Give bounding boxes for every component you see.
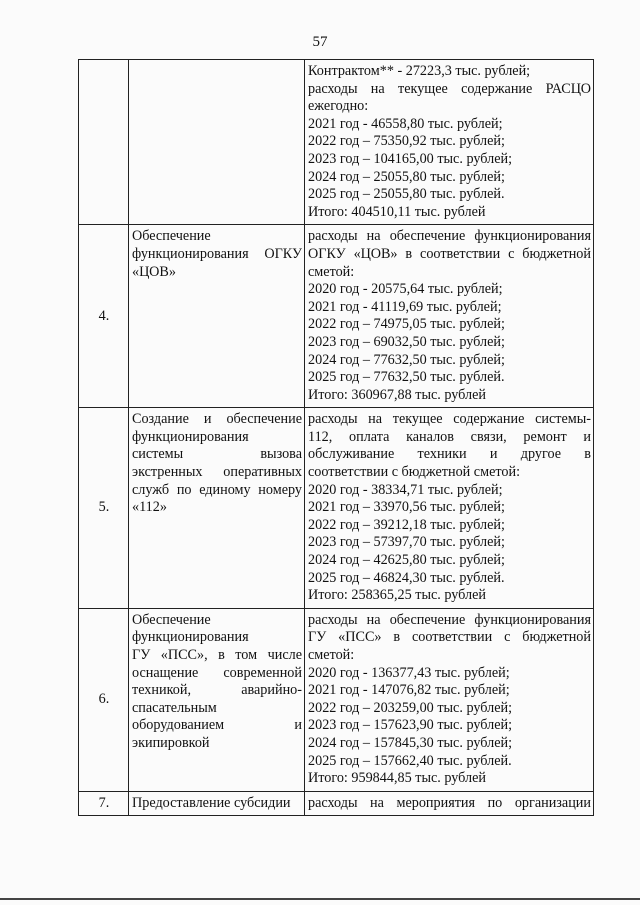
table-row (79, 791, 594, 816)
activity-description-line: 2025 год – 157662,40 тыс. рублей. (308, 752, 512, 769)
activity-description-line: расходы на мероприятия по организации (308, 794, 591, 811)
activity-description-line: расходы на обеспечение функционирования (308, 611, 591, 628)
scan-bottom-edge (0, 898, 640, 900)
activity-name-cell (129, 608, 305, 791)
activity-description-line: 2021 год – 33970,56 тыс. рублей; (308, 499, 505, 516)
activity-description-line: 2023 год – 69032,50 тыс. рублей; (308, 333, 505, 350)
activity-description-line: 2025 год – 77632,50 тыс. рублей. (308, 369, 505, 386)
page-number: 57 (312, 34, 328, 50)
row-number: 5. (79, 408, 129, 609)
activity-description-line: ОГКУ «ЦОВ» в соответствии с бюджетной (308, 245, 591, 262)
activity-description-line: 2021 год - 46558,80 тыс. рублей; (308, 115, 503, 132)
activity-description-line: 2024 год – 42625,80 тыс. рублей; (308, 552, 505, 569)
activity-name-line: «112» (132, 499, 167, 516)
activity-name-line: экипировкой (132, 734, 210, 751)
activity-description-cell (305, 225, 594, 408)
activity-name-line: экстренных оперативных (132, 464, 302, 481)
activity-name-line: Обеспечение (132, 611, 211, 628)
activity-name-line: техникой, аварийно- (132, 682, 302, 699)
row-number (79, 60, 129, 225)
activity-name-cell (129, 408, 305, 609)
activity-name-line: ГУ «ПСС», в том числе (132, 647, 302, 663)
activity-description-line: 2023 год – 157623,90 тыс. рублей; (308, 717, 513, 734)
activity-name-line: функционирования (132, 428, 249, 445)
activity-description-cell (305, 608, 594, 791)
activity-name-line: Обеспечение (132, 228, 211, 245)
activity-description-line: расходы на обеспечение функционирования (308, 228, 591, 245)
activity-name-line: системы вызова (132, 446, 302, 463)
activity-description-line: 2024 год – 157845,30 тыс. рублей; (308, 734, 513, 751)
activity-description-line: Итого: 959844,85 тыс. рублей (308, 770, 487, 787)
activity-name-line: оснащение современной (132, 664, 302, 681)
activity-description-line: Итого: 258365,25 тыс. рублей (308, 587, 487, 604)
activity-name-line: оборудованием и (132, 717, 302, 734)
activity-description-line: ежегодно: (308, 98, 369, 115)
row-number: 4. (79, 225, 129, 408)
activity-description-line: расходы на текущее содержание РАСЦО (308, 80, 591, 97)
activity-description-cell (305, 408, 594, 609)
activity-description-line: обслуживание техники и другое в (308, 446, 591, 463)
program-activities-table (78, 59, 594, 816)
activity-description-cell (305, 791, 594, 816)
activity-name-line: функционирования ОГКУ (132, 245, 302, 262)
activity-name-line: функционирования (132, 629, 249, 646)
table-row (79, 608, 594, 791)
table-row (79, 408, 594, 609)
activity-name-line: Создание и обеспечение (132, 411, 302, 428)
activity-description-line: 112, оплата каналов связи, ремонт и (308, 428, 591, 445)
row-number: 6. (79, 608, 129, 791)
activity-name-line: Предоставление субсидии (132, 794, 291, 811)
activity-description-line: сметой: (308, 263, 355, 280)
activity-name-cell (129, 791, 305, 816)
activity-description-line: 2024 год – 77632,50 тыс. рублей; (308, 351, 505, 368)
activity-description-line: 2020 год - 136377,43 тыс. рублей; (308, 664, 510, 681)
table-row (79, 225, 594, 408)
activity-description-line: 2023 год – 104165,00 тыс. рублей; (308, 150, 513, 167)
activity-description-line: сметой: (308, 647, 355, 663)
activity-description-line: 2022 год – 75350,92 тыс. рублей; (308, 133, 505, 150)
activity-description-line: 2022 год – 203259,00 тыс. рублей; (308, 699, 513, 716)
activity-description-line: 2025 год – 25055,80 тыс. рублей. (308, 186, 505, 203)
activity-description-line: Итого: 360967,88 тыс. рублей (308, 386, 487, 403)
activity-description-line: 2024 год – 25055,80 тыс. рублей; (308, 168, 505, 185)
row-number: 7. (79, 791, 129, 816)
activity-name-line: «ЦОВ» (132, 263, 176, 280)
activity-description-line: расходы на текущее содержание системы- (308, 411, 591, 428)
activity-name-line: служб по единому номеру (132, 481, 302, 498)
activity-description-line: Итого: 404510,11 тыс. рублей (308, 203, 486, 220)
activity-description-line: 2022 год – 39212,18 тыс. рублей; (308, 516, 505, 533)
activity-name-cell (129, 225, 305, 408)
activity-name-cell (129, 60, 305, 225)
table-row (79, 60, 594, 225)
activity-description-line: Контрактом** - 27223,3 тыс. рублей; (308, 63, 531, 79)
activity-description-line: 2021 год - 41119,69 тыс. рублей; (308, 298, 502, 315)
activity-description-line: соответствии с бюджетной сметой: (308, 464, 521, 481)
activity-description-line: 2023 год – 57397,70 тыс. рублей; (308, 534, 505, 551)
activity-description-cell (305, 60, 594, 225)
activity-description-line: 2020 год - 38334,71 тыс. рублей; (308, 481, 503, 498)
activity-name-line: спасательным (132, 699, 217, 716)
activity-description-line: 2025 год – 46824,30 тыс. рублей. (308, 569, 505, 586)
activity-description-line: ГУ «ПСС» в соответствии с бюджетной (308, 629, 591, 646)
activity-description-line: 2020 год - 20575,64 тыс. рублей; (308, 281, 503, 298)
activity-description-line: 2021 год - 147076,82 тыс. рублей; (308, 682, 510, 699)
activity-description-line: 2022 год – 74975,05 тыс. рублей; (308, 316, 505, 333)
